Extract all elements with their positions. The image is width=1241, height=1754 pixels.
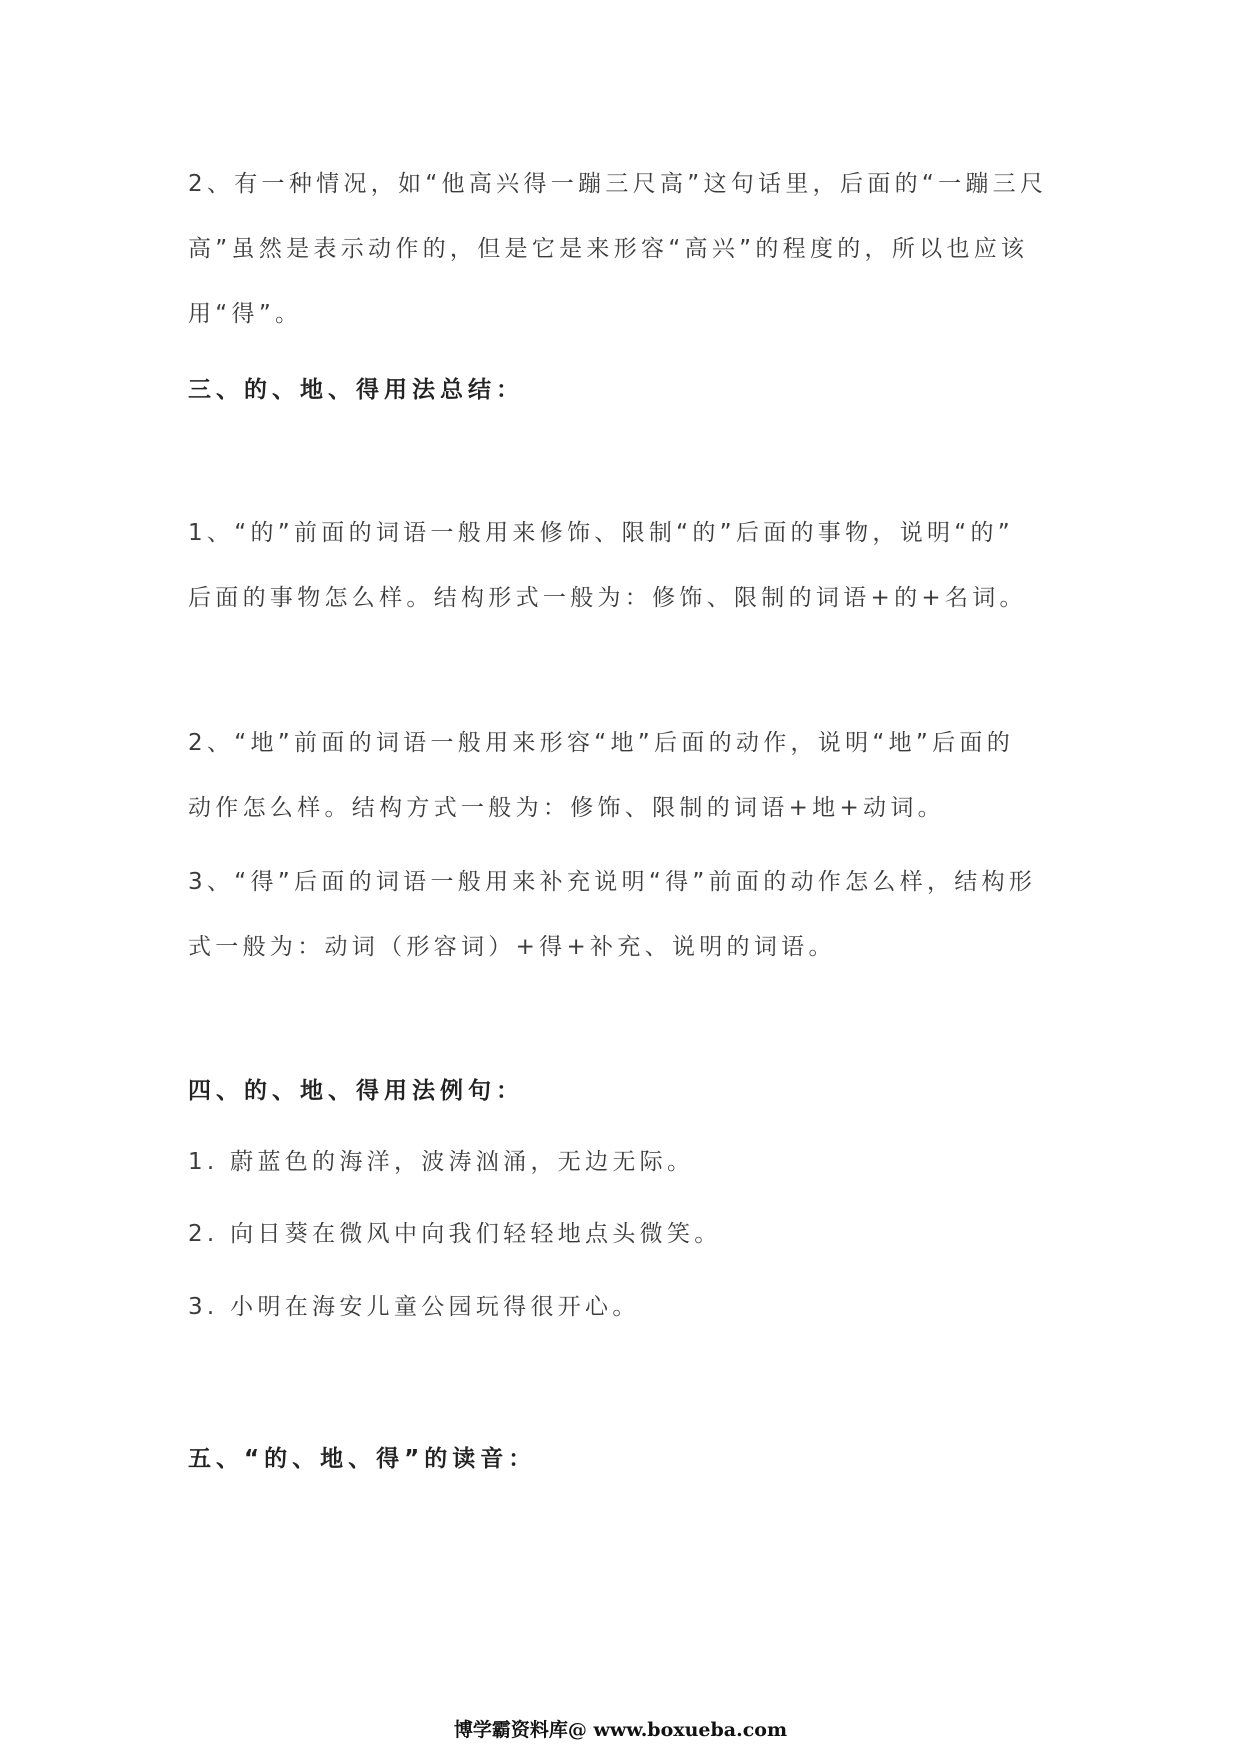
example-sentence: 2. 向日葵在微风中向我们轻轻地点头微笑。 <box>188 1221 722 1247</box>
section-heading-summary: 三、的、地、得用法总结： <box>188 377 524 403</box>
paragraph-line: 2、“地”前面的词语一般用来形容“地”后面的动作，说明“地”后面的 <box>188 730 1015 756</box>
paragraph-line: 动作怎么样。结构方式一般为：修饰、限制的词语+地+动词。 <box>188 795 945 821</box>
example-sentence: 3. 小明在海安儿童公园玩得很开心。 <box>188 1294 640 1320</box>
section-heading-pronunciation: 五、“的、地、得”的读音： <box>188 1446 537 1472</box>
paragraph-line: 2、有一种情况，如“他高兴得一蹦三尺高”这句话里，后面的“一蹦三尺 <box>188 171 1048 197</box>
paragraph-line: 1、“的”前面的词语一般用来修饰、限制“的”后面的事物，说明“的” <box>188 520 1015 546</box>
example-sentence: 1. 蔚蓝色的海洋，波涛汹涌，无边无际。 <box>188 1149 695 1175</box>
footer-watermark: 博学霸资料库@ www.boxueba.com <box>453 1719 788 1741</box>
paragraph-line: 后面的事物怎么样。结构形式一般为：修饰、限制的词语+的+名词。 <box>188 585 1027 611</box>
paragraph-line: 用“得”。 <box>188 301 303 327</box>
section-heading-examples: 四、的、地、得用法例句： <box>188 1078 524 1104</box>
paragraph-line: 式一般为：动词（形容词）+得+补充、说明的词语。 <box>188 934 836 960</box>
paragraph-line: 高”虽然是表示动作的，但是它是来形容“高兴”的程度的，所以也应该 <box>188 236 1029 262</box>
paragraph-line: 3、“得”后面的词语一般用来补充说明“得”前面的动作怎么样，结构形 <box>188 869 1037 895</box>
